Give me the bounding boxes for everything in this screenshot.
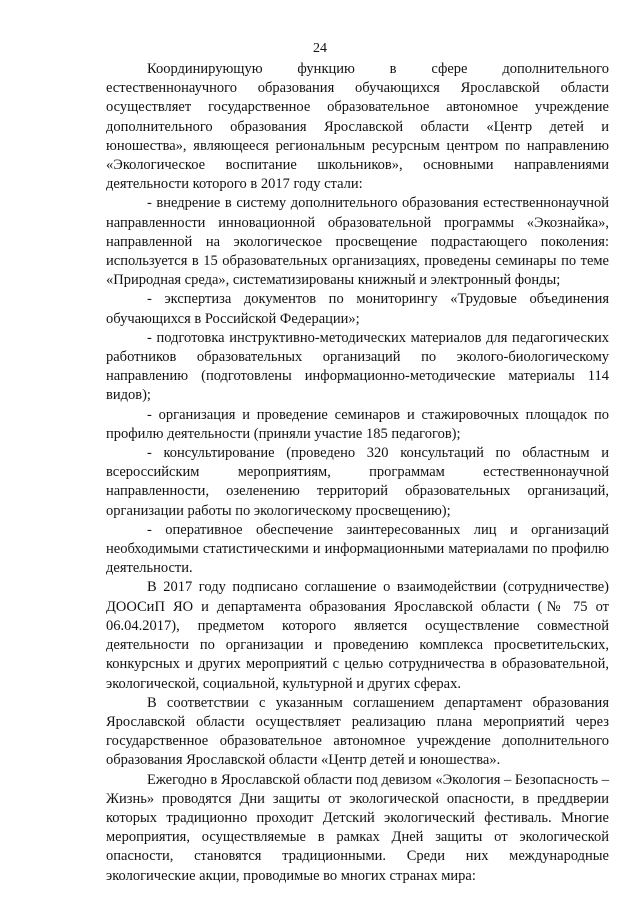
list-item-materials: - подготовка инструктивно-методических материалов для педагогических работников образовательных организаций по эколого-биологическому направлению (подготовлены информационно-методические материалы 114 видов); [106, 329, 609, 404]
list-item-information-support: - оперативное обеспечение заинтересованных лиц и организаций необходимыми статистическими и информационными материалами по профилю деятельности. [106, 521, 609, 577]
list-item-ekoznayka: - внедрение в систему дополнительного образования естественнонаучной направленности инновационной образовательной программы «Экознайка», направленной на экологическое просвещение подрастающего поколения: используется в 15 образовательных организациях, проведены семинары по теме «Природная среда», систематизированы книжный и электронный фонды; [106, 195, 609, 289]
paragraph-intro: Координирующую функцию в сфере дополнительного естественнонаучного образования обучающихся Ярославской области осуществляет государственное образовательное автономное учреждение дополнительного образования Ярославской области «Центр детей и юношества», являющееся региональным ресурсным центром по направлению «Экологическое воспитание школьников», основными направлениями деятельности которого в 2017 году стали: [106, 61, 609, 193]
list-item-seminars: - организация и проведение семинаров и стажировочных площадок по профилю деятельности (приняли участие 185 педагогов); [106, 406, 609, 442]
list-item-consulting: - консультирование (проведено 320 консультаций по областным и всероссийским мероприятиям, программам естественнонаучной направленности, озеленению территорий образовательных организаций, организации работы по экологическому просвещению); [106, 445, 609, 519]
paragraph-agreement: В 2017 году подписано соглашение о взаимодействии (сотрудничестве) ДООСиП ЯО и департамента образования Ярославской области (№ 75 от 06.04.2017), предметом которого является осуществление совместной деятельности по организации и проведению комплекса просветительских, конкурсных и других мероприятий с целью сотрудничества в образовательной, экологической, социальной, культурной и других сферах. [106, 579, 609, 692]
page-number: 24 [313, 41, 327, 56]
paragraph-ecology-days: Ежегодно в Ярославской области под девизом «Экология – Безопасность – Жизнь» проводятся Дни защиты от экологической опасности, в преддверии которых традиционно проходит Детский экологический фестиваль. Многие мероприятия, осуществляемые в рамках Дней защиты от экологической опасности, становятся традиционными. Среди них международные экологические акции, проводимые во многих странах мира: [106, 771, 609, 884]
paragraph-plan: В соответствии с указанным соглашением департамент образования Ярославской области осуществляет реализацию плана мероприятий через государственное образовательное автономное учреждение дополнительного образования Ярославской области «Центр детей и юношества». [106, 694, 609, 769]
document-body [106, 60, 609, 886]
list-item-expertise: - экспертиза документов по мониторингу «Трудовые объединения обучающихся в Российской Федерации»; [106, 291, 609, 327]
